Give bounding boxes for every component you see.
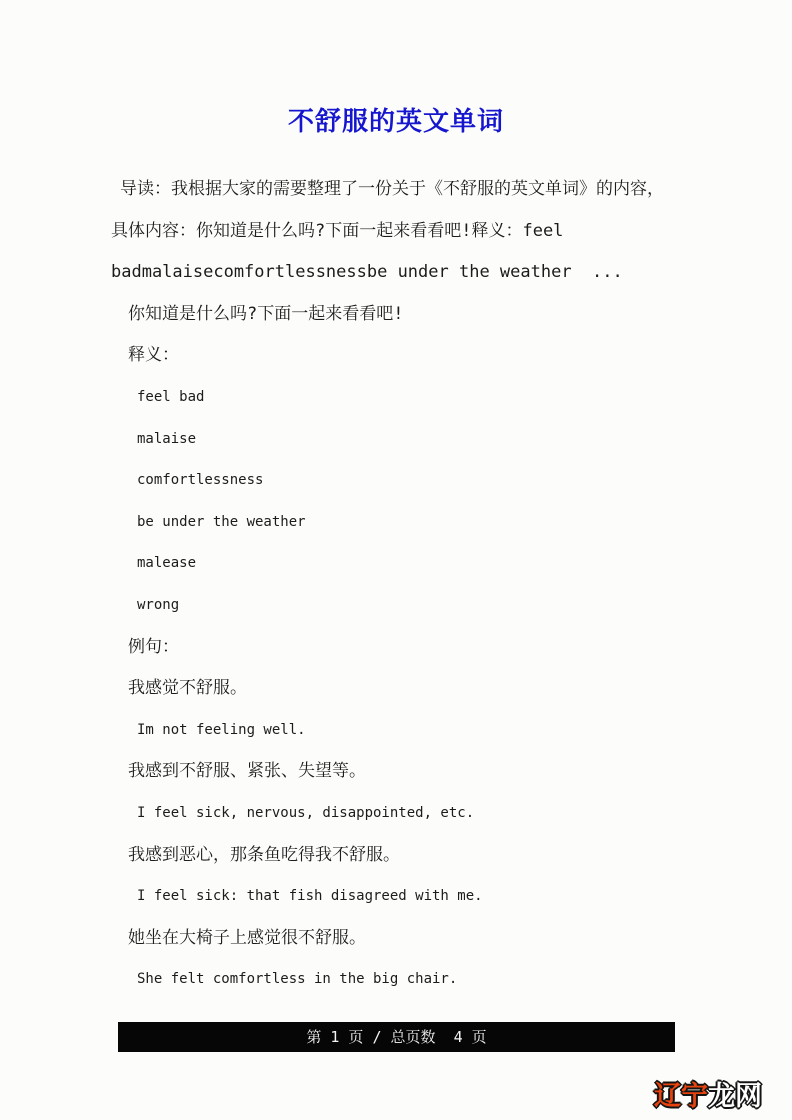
text-line: 我感到不舒服、紧张、失望等。 [128,761,366,782]
text-line: 释义： [128,345,179,366]
text-line: wrong [137,596,180,613]
text-line: She felt comfortless in the big chair. [137,971,458,988]
body-text [111,169,711,1001]
text-line: 我感觉不舒服。 [128,678,247,699]
text-line: feel bad [137,388,205,405]
text-line: malease [137,555,197,572]
text-line: 具体内容：你知道是什么吗?下面一起来看看吧!释义：feel [111,220,564,241]
text-line: 导读：我根据大家的需要整理了一份关于《不舒服的英文单词》的内容， [120,179,664,199]
text-line: badmalaisecomfortlessnessbe under the weather ... [111,262,623,283]
text-line: I feel sick, nervous, disappointed, etc. [137,804,475,821]
text-line: malaise [137,430,197,447]
watermark-text-secondary: 龙网 [708,1081,762,1112]
page-footer-bar [118,1022,675,1052]
watermark-text-primary: 辽宁 [654,1081,708,1112]
site-watermark [654,1074,762,1113]
text-line: comfortlessness [137,472,264,489]
text-line: 例句： [128,636,179,657]
text-line: I feel sick: that fish disagreed with me. [137,888,483,905]
text-line: Im not feeling well. [137,721,306,738]
text-line: be under the weather [137,513,306,530]
text-line: 她坐在大椅子上感觉很不舒服。 [128,927,366,948]
text-line: 你知道是什么吗?下面一起来看看吧! [128,303,404,324]
page-number-label: 第 1 页 / 总页数 4 页 [306,1028,487,1046]
text-line: 我感到恶心，那条鱼吃得我不舒服。 [128,844,400,865]
document-title: 不舒服的英文单词 [287,107,504,137]
